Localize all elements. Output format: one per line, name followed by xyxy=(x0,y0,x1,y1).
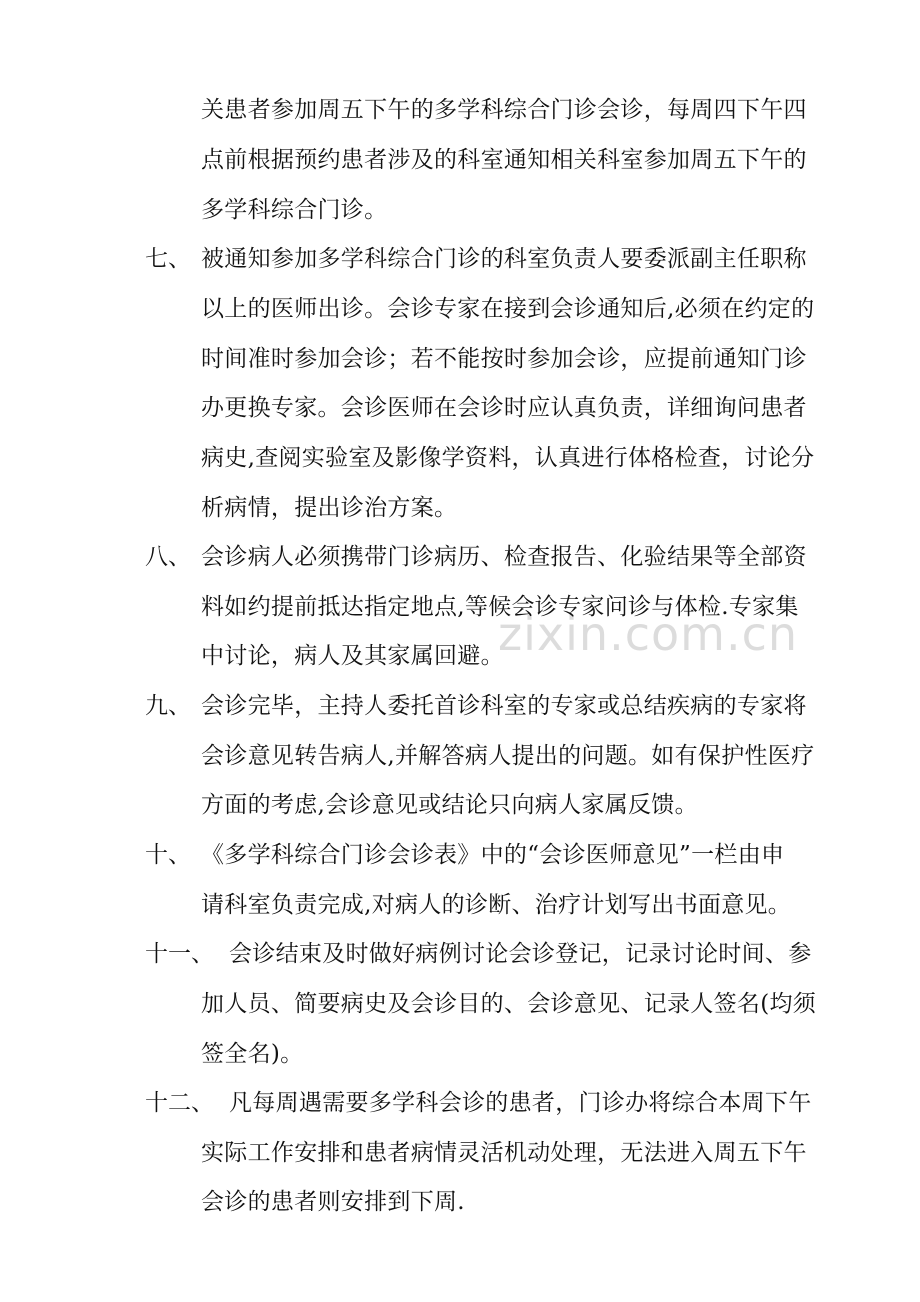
item-number: 十、 xyxy=(145,842,191,868)
item-line: 时间准时参加会诊；若不能按时参加会诊，应提前通知门诊 xyxy=(201,346,807,372)
item-number: 七、 xyxy=(145,246,191,272)
item-line: 析病情，提出诊治方案。 xyxy=(201,495,458,521)
item-line: 凡每周遇需要多学科会诊的患者，门诊办将综合本周下午 xyxy=(229,1090,812,1116)
item-line: 以上的医师出诊。会诊专家在接到会诊通知后,必须在约定的 xyxy=(201,296,815,322)
intro-line: 点前根据预约患者涉及的科室通知相关科室参加周五下午的 xyxy=(201,147,807,173)
item-number: 十二、 xyxy=(145,1090,214,1116)
item-number: 八、 xyxy=(145,544,191,570)
item-line: 会诊的患者则安排到下周. xyxy=(201,1189,465,1215)
intro-line: 关患者参加周五下午的多学科综合门诊会诊，每周四下午四 xyxy=(201,97,807,123)
item-line: 办更换专家。会诊医师在会诊时应认真负责，详细询问患者 xyxy=(201,395,807,421)
item-line: 会诊完毕，主持人委托首诊科室的专家或总结疾病的专家将 xyxy=(201,693,807,719)
item-line: 会诊意见转告病人,并解答病人提出的问题。如有保护性医疗 xyxy=(201,743,815,769)
item-line: 被通知参加多学科综合门诊的科室负责人要委派副主任职称 xyxy=(201,246,807,272)
item-line: 病史,查阅实验室及影像学资料，认真进行体格检查，讨论分 xyxy=(201,445,815,471)
item-line: 会诊病人必须携带门诊病历、检查报告、化验结果等全部资 xyxy=(201,544,807,570)
item-line: 《多学科综合门诊会诊表》中的“会诊医师意见”一栏由申 xyxy=(201,842,785,868)
item-number: 九、 xyxy=(145,693,191,719)
item-line: 会诊结束及时做好病例讨论会诊登记，记录讨论时间、参 xyxy=(229,941,812,967)
item-line: 签全名)。 xyxy=(201,1041,304,1067)
item-number: 十一、 xyxy=(145,941,214,967)
item-line: 请科室负责完成,对病人的诊断、治疗计划写出书面意见。 xyxy=(201,892,792,918)
item-line: 加人员、简要病史及会诊目的、会诊意见、记录人签名(均须 xyxy=(201,991,817,1017)
item-line: 实际工作安排和患者病情灵活机动处理，无法进入周五下午 xyxy=(201,1140,807,1166)
item-line: 方面的考虑,会诊意见或结论只向病人家属反馈。 xyxy=(201,792,698,818)
watermark: zixin.com.cn xyxy=(498,607,799,661)
item-line: 中讨论，病人及其家属回避。 xyxy=(201,643,504,669)
intro-line: 多学科综合门诊。 xyxy=(201,197,388,223)
item-line: 料如约提前抵达指定地点,等候会诊专家问诊与体检.专家集 xyxy=(201,594,799,620)
